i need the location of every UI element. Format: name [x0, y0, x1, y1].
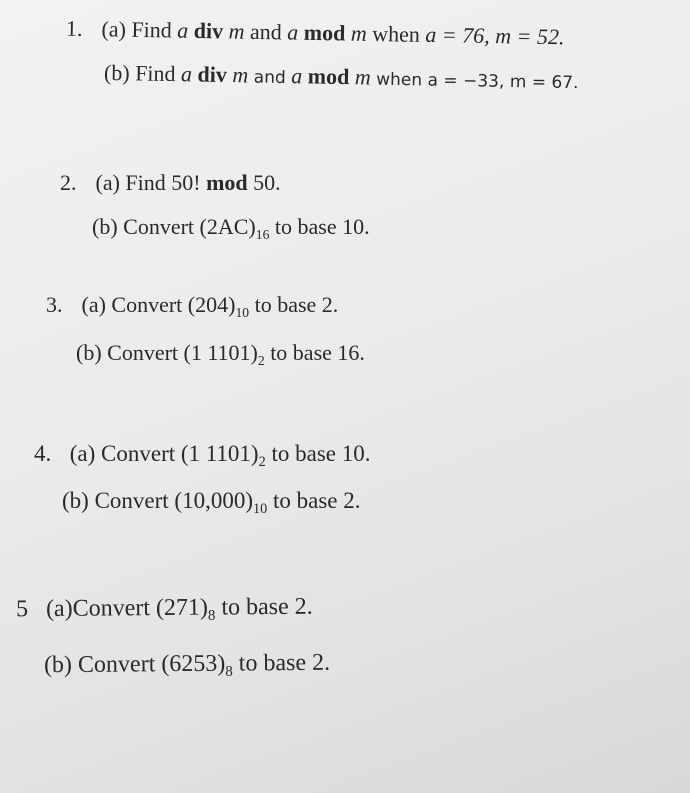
div-operator: div [193, 17, 224, 44]
problem-5b [43, 649, 331, 680]
problem-2a [60, 172, 281, 194]
m-value: m = 52. [495, 23, 565, 50]
var-m: m [228, 18, 245, 44]
question-text-end: to base 10. [271, 441, 371, 466]
problem-1b [103, 59, 579, 94]
base-subscript: 8 [225, 663, 233, 680]
question-text: Convert (204) [111, 292, 236, 317]
var-m: m [354, 64, 371, 90]
question-text-end: to base 2. [221, 593, 313, 621]
conjunction: and [253, 67, 286, 89]
part-label: (b) [103, 59, 130, 86]
question-text-end: to base 10. [274, 214, 370, 239]
var-a: a [180, 61, 193, 87]
problem-4b [62, 488, 361, 517]
question-text-end: to base 2. [254, 292, 339, 317]
condition-word: when [372, 20, 421, 47]
problem-number: 1. [65, 15, 83, 41]
div-operator: div [197, 61, 228, 88]
base-subscript: 8 [207, 607, 216, 624]
m-value: m = 67. [509, 71, 579, 94]
part-label: (b) [62, 488, 89, 513]
part-label: (b) [92, 214, 118, 239]
problem-5a [16, 595, 313, 622]
base-subscript: 2 [257, 352, 265, 368]
var-m: m [232, 62, 249, 88]
a-value: a = −33, [427, 70, 505, 92]
question-text: Convert (6253) [77, 650, 226, 678]
part-label: (a) [95, 170, 120, 195]
verb: Find [131, 16, 173, 43]
problem-3a [46, 292, 339, 320]
var-m: m [350, 20, 367, 46]
problem-1a [65, 15, 565, 50]
mod-operator: mod [303, 19, 346, 46]
part-label: (a) [45, 595, 73, 623]
question-text: Convert (10,000) [94, 488, 253, 513]
base-subscript: 10 [253, 500, 268, 517]
question-text: Convert (271) [72, 594, 209, 622]
base-subscript: 10 [235, 304, 250, 320]
var-a: a [177, 17, 189, 43]
base-subscript: 16 [255, 226, 270, 242]
problem-4a [34, 441, 371, 470]
a-value: a = 76, [425, 21, 490, 49]
problem-2b [92, 214, 370, 242]
problem-number: 4. [34, 441, 52, 466]
problem-number: 3. [46, 292, 63, 317]
var-a: a [287, 19, 299, 45]
base-subscript: 2 [258, 453, 266, 470]
mod-operator: mod [307, 63, 350, 90]
question-text-end: 50. [253, 170, 281, 195]
part-label: (a) [101, 16, 127, 42]
part-label: (a) [81, 292, 106, 317]
part-label: (b) [43, 652, 73, 679]
problem-number: 2. [60, 170, 77, 195]
question-text: Convert (2AC) [123, 214, 256, 239]
part-label: (a) [69, 441, 96, 466]
problem-3b [76, 340, 365, 368]
verb: Find [134, 60, 176, 87]
mod-operator: mod [206, 170, 248, 195]
question-text-end: to base 2. [238, 649, 331, 677]
question-text: Convert (1 1101) [107, 340, 258, 365]
question-text: Convert (1 1101) [101, 441, 259, 466]
conjunction: and [249, 18, 283, 45]
question-text-end: to base 16. [270, 340, 365, 365]
condition-word: when [375, 69, 423, 91]
question-text-end: to base 2. [273, 488, 361, 513]
question-text: Find 50! [125, 170, 201, 195]
var-a: a [291, 63, 303, 89]
part-label: (b) [76, 340, 102, 365]
problem-number: 5 [15, 596, 29, 623]
